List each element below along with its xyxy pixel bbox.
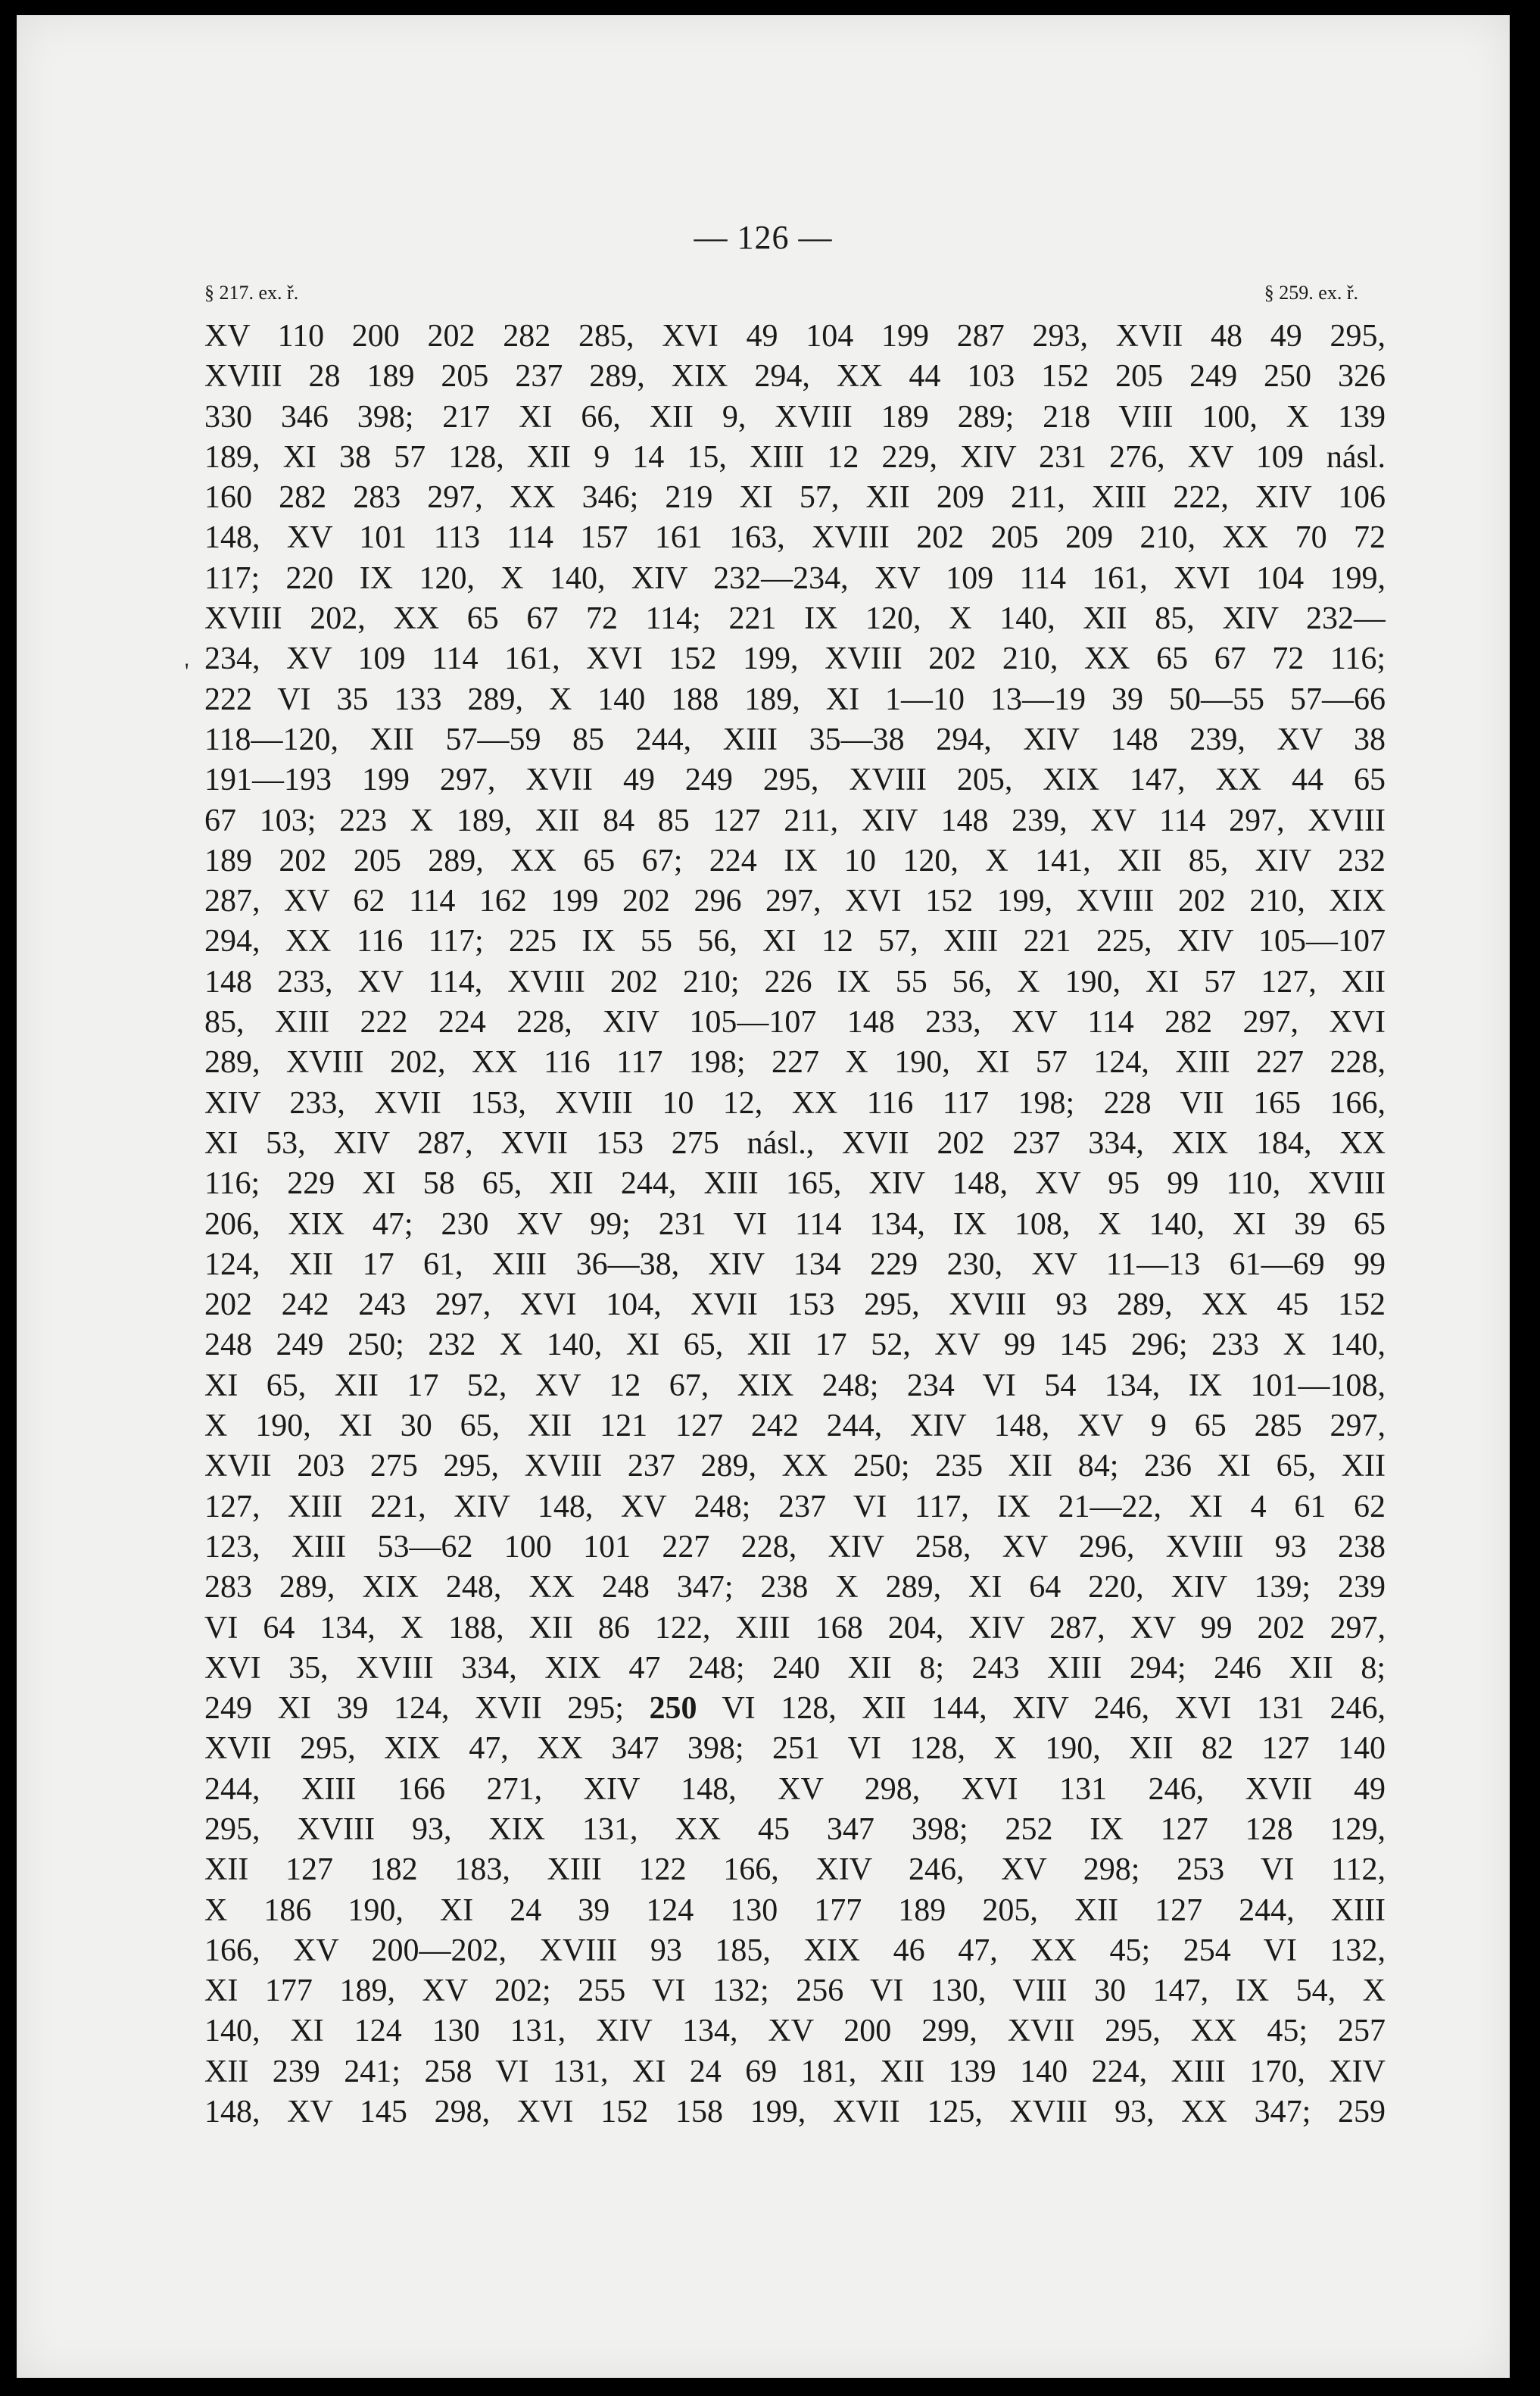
header-right: § 259. ex. ř.: [1264, 282, 1358, 304]
text-line: 123, XIII 53—62 100 101 227 228, XIV 258, XV 296, XVIII 93 238: [204, 1529, 1386, 1565]
text-line: 117; 220 IX 120, X 140, XIV 232—234, XV 109 114 161, XVI 104 199,: [204, 560, 1386, 596]
text-line: XVII 203 275 295, XVIII 237 289, XX 250; 235 XII 84; 236 XI 65, XII: [204, 1449, 1386, 1484]
text-line: 116; 229 XI 58 65, XII 244, XIII 165, XIV 148, XV 95 99 110, XVIII: [204, 1166, 1386, 1202]
text-line: XVII 295, XIX 47, XX 347 398; 251 VI 128, X 190, XII 82 127 140: [204, 1731, 1386, 1767]
text-line: XIV 233, XVII 153, XVIII 10 12, XX 116 117 198; 228 VII 165 166,: [204, 1085, 1386, 1121]
margin-tick: ': [185, 659, 189, 684]
text-line: 283 289, XIX 248, XX 248 347; 238 X 289, XI 64 220, XIV 139; 239: [204, 1570, 1386, 1605]
text-line: XVIII 28 189 205 237 289, XIX 294, XX 44 103 152 205 249 250 326: [204, 359, 1386, 395]
text-line: 189, XI 38 57 128, XII 9 14 15, XIII 12 229, XIV 231 276, XV 109 násl.: [204, 439, 1386, 475]
text-line: 140, XI 124 130 131, XIV 134, XV 200 299, XVII 295, XX 45; 257: [204, 2014, 1386, 2049]
text-line: 191—193 199 297, XVII 49 249 295, XVIII 205, XIX 147, XX 44 65: [204, 763, 1386, 798]
text-line: 222 VI 35 133 289, X 140 188 189, XI 1—10 13—19 39 50—55 57—66: [204, 682, 1386, 717]
text-line: 189 202 205 289, XX 65 67; 224 IX 10 120, X 141, XII 85, XIV 232: [204, 843, 1386, 878]
text-line: 294, XX 116 117; 225 IX 55 56, XI 12 57, XIII 221 225, XIV 105—107: [204, 924, 1386, 959]
page-number: — 126 —: [694, 219, 833, 256]
text-line: 234, XV 109 114 161, XVI 152 199, XVIII 202 210, XX 65 67 72 116;: [204, 641, 1386, 677]
text-line: 330 346 398; 217 XI 66, XII 9, XVIII 189 289; 218 VIII 100, X 139: [204, 399, 1386, 435]
text-line: XII 239 241; 258 VI 131, XI 24 69 181, XII 139 140 224, XIII 170, XIV: [204, 2054, 1386, 2089]
text-line: 85, XIII 222 224 228, XIV 105—107 148 233, XV 114 282 297, XVI: [204, 1005, 1386, 1040]
index-text-block: [204, 317, 1386, 2132]
text-line: XI 53, XIV 287, XVII 153 275 násl., XVII 202 237 334, XIX 184, XX: [204, 1125, 1386, 1161]
text-line: 160 282 283 297, XX 346; 219 XI 57, XII 209 211, XIII 222, XIV 106: [204, 480, 1386, 516]
text-line: 295, XVIII 93, XIX 131, XX 45 347 398; 252 IX 127 128 129,: [204, 1811, 1386, 1847]
text-line: 289, XVIII 202, XX 116 117 198; 227 X 190, XI 57 124, XIII 227 228,: [204, 1045, 1386, 1081]
text-line: 202 242 243 297, XVI 104, XVII 153 295, XVIII 93 289, XX 45 152: [204, 1287, 1386, 1323]
text-line: XI 177 189, XV 202; 255 VI 132; 256 VI 130, VIII 30 147, IX 54, X: [204, 1973, 1386, 2009]
text-line: 148 233, XV 114, XVIII 202 210; 226 IX 55 56, X 190, XI 57 127, XII: [204, 964, 1386, 1000]
text-line: XV 110 200 202 282 285, XVI 49 104 199 287 293, XVII 48 49 295,: [204, 319, 1386, 354]
text-line: 124, XII 17 61, XIII 36—38, XIV 134 229 230, XV 11—13 61—69 99: [204, 1246, 1386, 1282]
text-line: 249 XI 39 124, XVII 295; 250 VI 128, XII 144, XIV 246, XVI 131 246,: [204, 1691, 1386, 1727]
text-line: 67 103; 223 X 189, XII 84 85 127 211, XIV 148 239, XV 114 297, XVIII: [204, 803, 1386, 838]
text-line: X 186 190, XI 24 39 124 130 177 189 205, XII 127 244, XIII: [204, 1892, 1386, 1928]
text-line: XVI 35, XVIII 334, XIX 47 248; 240 XII 8; 243 XIII 294; 246 XII 8;: [204, 1650, 1386, 1686]
text-line: XI 65, XII 17 52, XV 12 67, XIX 248; 234 VI 54 134, IX 101—108,: [204, 1368, 1386, 1403]
header-left: § 217. ex. ř.: [204, 282, 299, 304]
scanned-page: [17, 15, 1510, 2378]
text-line: VI 64 134, X 188, XII 86 122, XIII 168 204, XIV 287, XV 99 202 297,: [204, 1610, 1386, 1646]
text-line: X 190, XI 30 65, XII 121 127 242 244, XIV 148, XV 9 65 285 297,: [204, 1409, 1386, 1444]
text-line: XII 127 182 183, XIII 122 166, XIV 246, XV 298; 253 VI 112,: [204, 1852, 1386, 1888]
text-line: XVIII 202, XX 65 67 72 114; 221 IX 120, X 140, XII 85, XIV 232—: [204, 601, 1386, 637]
text-line: 148, XV 101 113 114 157 161 163, XVIII 202 205 209 210, XX 70 72: [204, 520, 1386, 556]
text-line: 166, XV 200—202, XVIII 93 185, XIX 46 47, XX 45; 254 VI 132,: [204, 1933, 1386, 1968]
text-line: 118—120, XII 57—59 85 244, XIII 35—38 294, XIV 148 239, XV 38: [204, 722, 1386, 757]
text-line: 287, XV 62 114 162 199 202 296 297, XVI 152 199, XVIII 202 210, XIX: [204, 884, 1386, 919]
text-line: 244, XIII 166 271, XIV 148, XV 298, XVI 131 246, XVII 49: [204, 1771, 1386, 1807]
text-line: 148, XV 145 298, XVI 152 158 199, XVII 125, XVIII 93, XX 347; 259: [204, 2095, 1386, 2130]
text-line: 127, XIII 221, XIV 148, XV 248; 237 VI 117, IX 21—22, XI 4 61 62: [204, 1489, 1386, 1524]
text-line: 248 249 250; 232 X 140, XI 65, XII 17 52, XV 99 145 296; 233 X 140,: [204, 1327, 1386, 1363]
text-line: 206, XIX 47; 230 XV 99; 231 VI 114 134, IX 108, X 140, XI 39 65: [204, 1206, 1386, 1242]
